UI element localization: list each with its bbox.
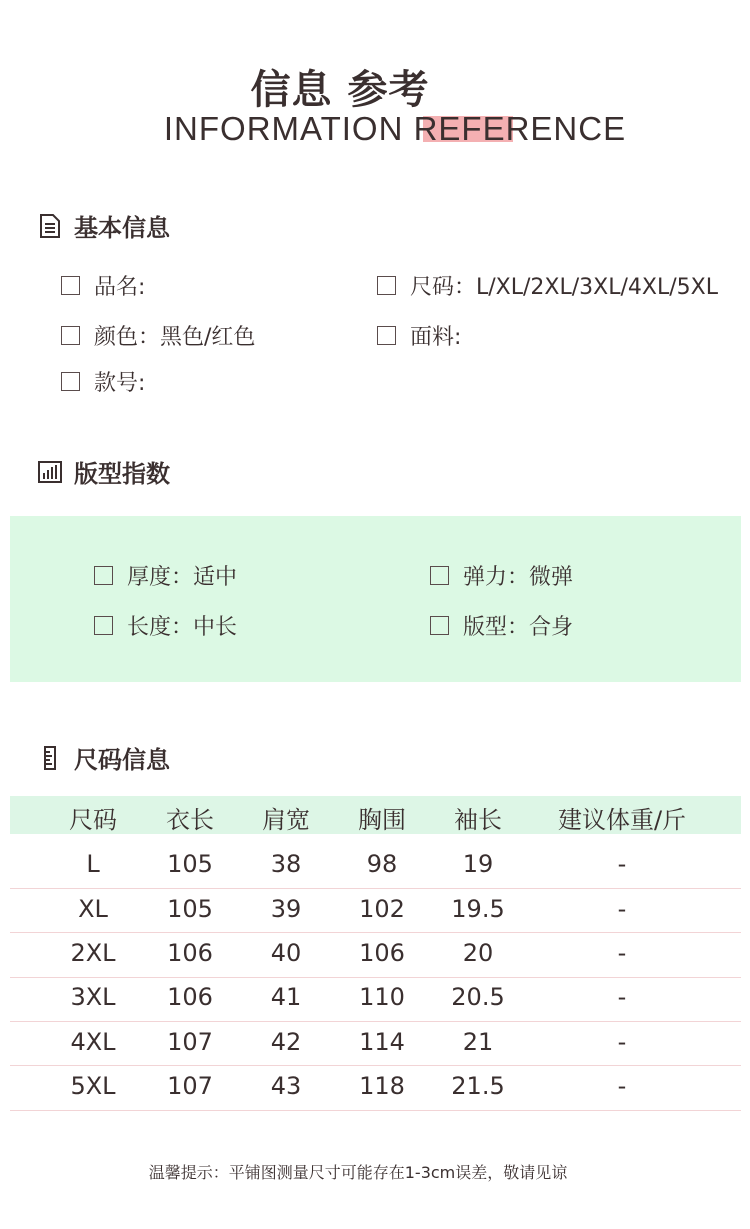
table-cell: L <box>86 850 100 878</box>
table-cell: 106 <box>167 939 213 967</box>
table-header-cell: 肩宽 <box>262 806 310 834</box>
fit-type-label: 版型：合身 <box>463 615 574 640</box>
checkbox-icon <box>430 616 449 635</box>
page-subtitle-wrap <box>0 110 750 148</box>
table-row-divider <box>10 1110 741 1111</box>
table-header-cell: 胸围 <box>358 806 406 834</box>
checkbox-icon <box>377 276 396 295</box>
table-cell: 21.5 <box>451 1072 505 1100</box>
table-cell: - <box>617 939 627 967</box>
checkbox-icon <box>61 276 80 295</box>
field-size-label: 尺码：L/XL/2XL/3XL/4XL/5XL <box>410 275 718 300</box>
table-cell: 105 <box>167 895 213 923</box>
table-cell: 19 <box>462 850 494 878</box>
fit-index-header <box>38 454 170 489</box>
table-cell: 102 <box>359 895 405 923</box>
fit-length <box>94 610 237 641</box>
table-cell: 114 <box>359 1028 405 1056</box>
table-row-divider <box>10 888 741 889</box>
fit-thickness <box>94 560 237 591</box>
footer-note: 温馨提示：平铺图测量尺寸可能存在1-3cm误差，敬请见谅 <box>148 1163 568 1182</box>
table-cell: 39 <box>270 895 302 923</box>
checkbox-icon <box>61 372 80 391</box>
table-cell: 110 <box>359 983 405 1011</box>
fit-length-label: 长度：中长 <box>127 615 238 640</box>
bar-chart-icon <box>38 460 62 484</box>
field-style-no <box>61 366 145 397</box>
table-cell: 43 <box>270 1072 302 1100</box>
table-header-cell: 衣长 <box>166 806 214 834</box>
field-style-no-label: 款号: <box>94 371 146 396</box>
size-info-title: 尺码信息 <box>74 746 170 774</box>
checkbox-icon <box>377 326 396 345</box>
table-cell: 98 <box>366 850 398 878</box>
table-cell: 20.5 <box>451 983 505 1011</box>
field-color <box>61 320 255 351</box>
table-cell: 105 <box>167 850 213 878</box>
table-cell: 42 <box>270 1028 302 1056</box>
field-size <box>377 270 718 301</box>
checkbox-icon <box>94 616 113 635</box>
table-row-divider <box>10 977 741 978</box>
field-color-label: 颜色：黑色/红色 <box>94 325 256 350</box>
field-fabric <box>377 320 461 351</box>
size-info-header <box>38 740 170 775</box>
checkbox-icon <box>94 566 113 585</box>
document-icon <box>38 214 62 238</box>
table-cell: XL <box>78 895 108 923</box>
fit-elasticity <box>430 560 573 591</box>
fit-thickness-label: 厚度：适中 <box>127 565 238 590</box>
table-row-divider <box>10 932 741 933</box>
table-cell: 107 <box>167 1072 213 1100</box>
table-cell: 107 <box>167 1028 213 1056</box>
table-header-cell: 袖长 <box>454 806 502 834</box>
field-product-name <box>61 270 145 301</box>
field-fabric-label: 面料: <box>410 325 462 350</box>
basic-info-title: 基本信息 <box>74 214 170 242</box>
table-cell: 106 <box>167 983 213 1011</box>
table-row-divider <box>10 1021 741 1022</box>
table-cell: 21 <box>462 1028 494 1056</box>
fit-elasticity-label: 弹力：微弹 <box>463 565 574 590</box>
table-cell: 40 <box>270 939 302 967</box>
fit-index-panel <box>10 516 741 682</box>
checkbox-icon <box>430 566 449 585</box>
page-subtitle: INFORMATION REFERENCE <box>163 110 627 147</box>
table-cell: 2XL <box>70 939 116 967</box>
table-cell: 118 <box>359 1072 405 1100</box>
table-cell: 38 <box>270 850 302 878</box>
ruler-icon <box>38 746 62 770</box>
checkbox-icon <box>61 326 80 345</box>
table-cell: - <box>617 1072 627 1100</box>
table-cell: 19.5 <box>451 895 505 923</box>
table-cell: 3XL <box>70 983 116 1011</box>
table-cell: 41 <box>270 983 302 1011</box>
table-cell: 20 <box>462 939 494 967</box>
table-cell: 4XL <box>70 1028 116 1056</box>
table-header-cell: 尺码 <box>69 806 117 834</box>
table-cell: - <box>617 1028 627 1056</box>
table-cell: - <box>617 983 627 1011</box>
table-cell: 106 <box>359 939 405 967</box>
field-product-name-label: 品名: <box>94 275 146 300</box>
table-cell: 5XL <box>70 1072 116 1100</box>
fit-type <box>430 610 573 641</box>
table-header-cell: 建议体重/斤 <box>557 806 687 834</box>
basic-info-header <box>38 208 170 243</box>
table-cell: - <box>617 895 627 923</box>
table-row-divider <box>10 1065 741 1066</box>
table-cell: - <box>617 850 627 878</box>
fit-index-title: 版型指数 <box>74 460 170 488</box>
page-title: 信息 参考 <box>250 67 430 113</box>
